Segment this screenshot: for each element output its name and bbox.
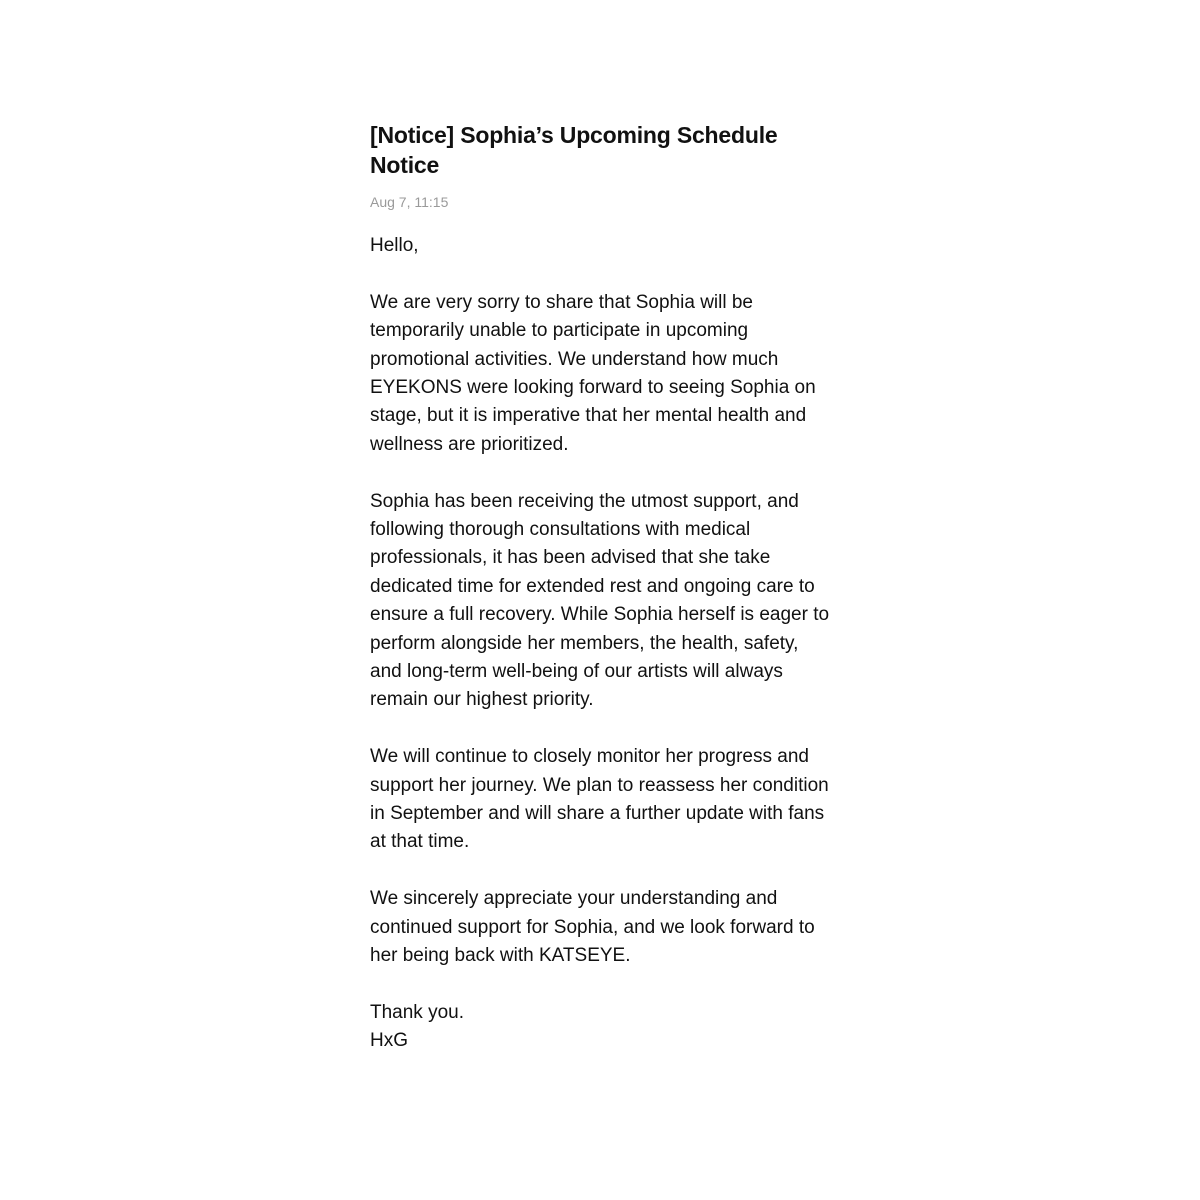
body-line: We sincerely appreciate your understanding and [370,888,778,910]
body-line: stage, but it is imperative that her mental health and [370,405,807,427]
body-line: dedicated time for extended rest and ongoing care to [370,575,815,597]
notice-timestamp: Aug 7, 11:15 [370,194,449,210]
greeting-paragraph [370,232,850,260]
closing-line: Thank you. [370,1001,464,1023]
body-line: support her journey. We plan to reassess her condition [370,774,829,796]
greeting: Hello, [370,235,419,256]
body-line: promotional activities. We understand how much [370,348,779,370]
notice-title [370,120,850,180]
body-paragraph [370,743,850,857]
body-line: professionals, it has been advised that she take [370,547,771,569]
body-line: We are very sorry to share that Sophia will be [370,291,753,313]
body-line: EYEKONS were looking forward to seeing Sophia on [370,377,816,399]
body-paragraph [370,885,850,970]
signature: HxG [370,1030,408,1052]
body-paragraph [370,488,850,715]
body-paragraph [370,289,850,459]
body-line: and long-term well-being of our artists will always [370,661,783,683]
body-line: We will continue to closely monitor her progress and [370,746,809,768]
body-line: remain our highest priority. [370,689,594,711]
closing-paragraph [370,999,850,1056]
body-line: temporarily unable to participate in upcoming [370,320,749,342]
notice-title-line: [Notice] Sophia’s Upcoming Schedule [370,122,778,148]
notice-body [370,232,850,1056]
body-line: ensure a full recovery. While Sophia herself is eager to [370,604,830,626]
body-line: continued support for Sophia, and we look forward to [370,916,815,938]
body-line: wellness are prioritized. [370,433,569,455]
body-line: at that time. [370,831,470,853]
body-line: in September and will share a further update with fans [370,803,825,825]
body-line: perform alongside her members, the health, safety, [370,632,799,654]
body-line: Sophia has been receiving the utmost support, and [370,490,799,512]
body-line: following thorough consultations with medical [370,519,751,541]
notice-article [370,120,850,1084]
body-line: her being back with KATSEYE. [370,945,631,967]
notice-title-line: Notice [370,152,440,178]
